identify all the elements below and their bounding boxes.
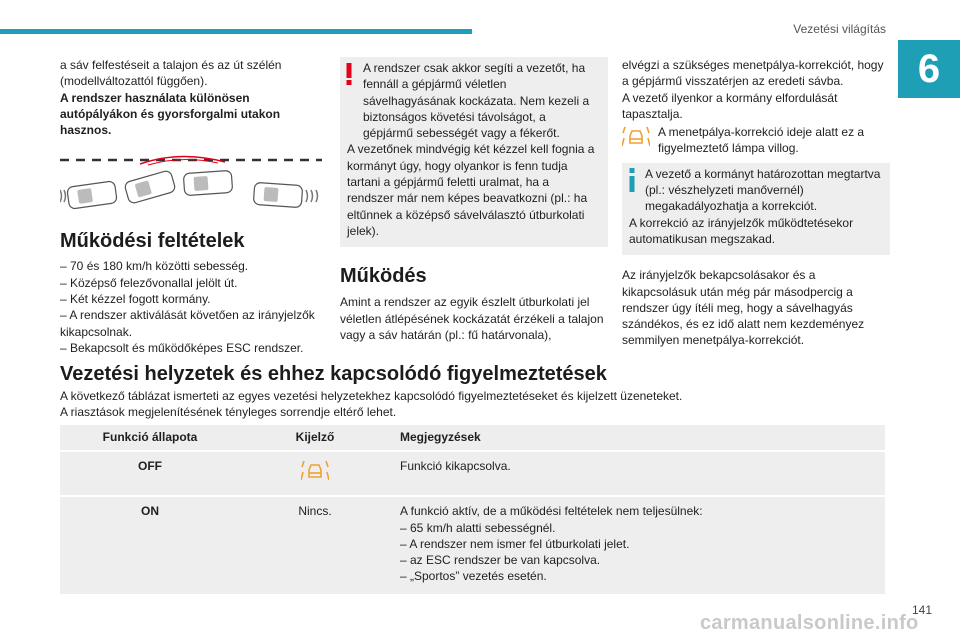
chapter-tab: 6 bbox=[898, 40, 960, 98]
icon-note bbox=[622, 124, 890, 157]
table-row bbox=[60, 451, 885, 496]
paragraph-bold: A rendszer használata különösen autópályákon és gyorsforgalmi utakon hasznos. bbox=[60, 90, 281, 138]
list-item: – Bekapcsolt és működőképes ESC rendszer. bbox=[60, 340, 304, 355]
list-item: – 70 és 180 km/h közötti sebesség. bbox=[60, 259, 249, 274]
column-header: Kijelző bbox=[240, 425, 390, 451]
list-item: – Két kézzel fogott kormány. bbox=[60, 292, 211, 307]
running-header: Vezetési világítás bbox=[793, 22, 886, 36]
column-1 bbox=[60, 57, 328, 356]
display-cell bbox=[240, 451, 390, 496]
section-title: Vezetési helyzetek és ehhez kapcsolódó figyelmeztetések bbox=[60, 363, 607, 385]
warning-box bbox=[340, 57, 608, 247]
info-text: A vezető a kormányt határozottan megtartva (pl.: vészhelyzeti manővernél) megakadályozhatja a korrekciót. bbox=[645, 166, 881, 214]
lane-departure-warning-icon bbox=[622, 124, 650, 148]
conditions-list bbox=[60, 258, 328, 356]
warning-exclamation-icon bbox=[344, 63, 354, 85]
paragraph: a sáv felfestéseit a talajon és az út szélén (modellváltozattól függően). bbox=[60, 58, 282, 89]
paragraph: A vezető ilyenkor a kormány elfordulását tapasztalja. bbox=[622, 90, 838, 121]
list-item: – A rendszer aktiválását követően az irányjelzők kikapcsolnak. bbox=[60, 308, 315, 339]
info-box bbox=[622, 163, 890, 255]
list-item: – „Sportos” vezetés esetén. bbox=[400, 569, 547, 584]
lane-keeping-illustration bbox=[60, 154, 322, 218]
note-cell: Funkció kikapcsolva. bbox=[390, 451, 885, 496]
warnings-table bbox=[60, 425, 885, 596]
watermark: carmanualsonline.info bbox=[700, 612, 919, 634]
column-header: Megjegyzések bbox=[390, 425, 885, 451]
page-number: 141 bbox=[912, 603, 933, 617]
note-cell bbox=[390, 496, 885, 594]
display-cell: Nincs. bbox=[240, 496, 390, 594]
list-item: – 65 km/h alatti sebességnél. bbox=[400, 520, 556, 535]
icon-note-text: A menetpálya-korrekció ideje alatt ez a figyelmeztető lámpa villog. bbox=[658, 125, 865, 156]
list-item: – Középső felezővonallal jelölt út. bbox=[60, 275, 238, 290]
section-heading: Működés bbox=[340, 265, 427, 288]
section-intro bbox=[60, 388, 900, 421]
paragraph: Az irányjelzők bekapcsolásakor és a kikapcsolásuk után még pár másodpercig a rendszer úgy ítéli meg, hogy a sávelhagyás szándékos, és ez idő alatt nem kezdeményez semmilyen menetpálya-korrekciót. bbox=[622, 268, 865, 348]
column-header: Funkció állapota bbox=[60, 425, 240, 451]
intro-text: A riasztások megjelenítésének tényleges sorrendje eltérő lehet. bbox=[60, 405, 397, 420]
note-text: A funkció aktív, de a működési feltételek nem teljesülnek: bbox=[400, 504, 703, 519]
warning-text: A rendszer csak akkor segíti a vezetőt, ha fennáll a gépjármű véletlen sávelhagyásának kockázata. Nem kezeli a biztonságos követési távolságot, a gépjármű sebességét vagy a fékerőt. bbox=[363, 61, 590, 141]
lane-departure-warning-icon bbox=[301, 458, 329, 482]
column-2 bbox=[340, 57, 608, 343]
warning-text-2: A vezetőnek mindvégig két kézzel kell fognia a kormányt úgy, hogy olyankor is fenn tudja tartani a gépjármű feletti uralmat, ha a rendszer már nem képes beavatkozni (pl.: ha eltűnnek a középső sávelválasztó útburkolati jelek). bbox=[347, 142, 595, 238]
table-row bbox=[60, 496, 885, 594]
column-3 bbox=[622, 57, 890, 349]
info-icon bbox=[628, 168, 636, 192]
header-accent-bar bbox=[0, 29, 472, 34]
table-header-row bbox=[60, 425, 885, 451]
list-item: – az ESC rendszer be van kapcsolva. bbox=[400, 553, 601, 568]
list-item: – A rendszer nem ismer fel útburkolati jelet. bbox=[400, 536, 630, 551]
state-cell: ON bbox=[60, 496, 240, 594]
info-text-2: A korrekció az irányjelzők működtetésekor automatikusan megszakad. bbox=[629, 215, 854, 246]
note-list bbox=[400, 520, 885, 585]
paragraph: elvégzi a szükséges menetpálya-korrekciót, hogy a gépjármű visszatérjen az eredeti sávba. bbox=[622, 58, 884, 89]
section-heading: Működési feltételek bbox=[60, 230, 245, 253]
intro-text: A következő táblázat ismerteti az egyes vezetési helyzetekhez kapcsolódó figyelmeztetéseket és kijelzett üzeneteket. bbox=[60, 389, 683, 403]
state-cell: OFF bbox=[60, 451, 240, 496]
paragraph: Amint a rendszer az egyik észlelt útburkolati jel véletlen átlépésének kockázatát érzékeli a talajon vagy a sáv határán (pl.: fű határvonala), bbox=[340, 295, 604, 342]
